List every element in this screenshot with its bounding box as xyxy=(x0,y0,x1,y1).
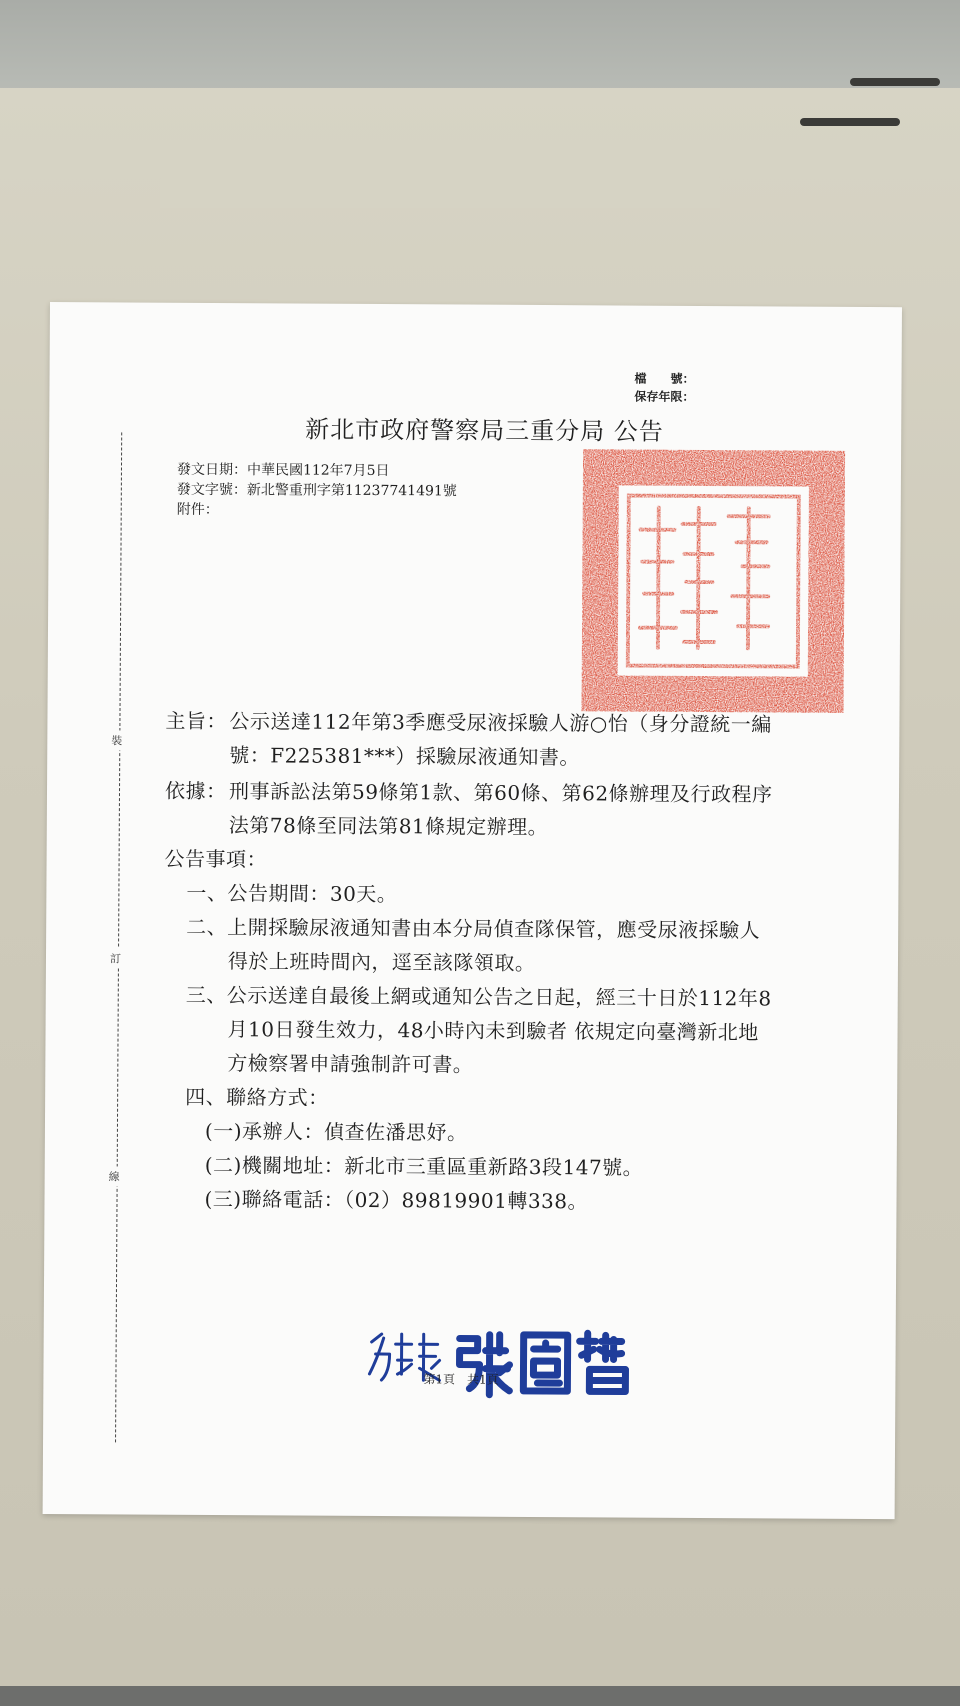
notice-item-4: 四、聯絡方式： xyxy=(185,1084,329,1110)
subject-label: 主旨： xyxy=(165,708,228,734)
notice-item-3-line-1: 三、公示送達自最後上網或通知公告之日起，經三十日於112年8 xyxy=(185,982,772,1011)
retention-period-label: 保存年限： xyxy=(634,389,695,404)
page-number: 第1頁 共1頁 xyxy=(423,1372,499,1387)
binding-mark-ding: 訂 xyxy=(110,948,121,968)
board-slot xyxy=(850,78,940,86)
notice-item-2-line-2: 得於上班時間內，逕至該隊領取。 xyxy=(227,949,536,975)
contact-address: (二)機關地址：新北市三重區重新路3段147號。 xyxy=(204,1152,644,1180)
contact-phone: (三)聯絡電話：（02）89819901轉338。 xyxy=(204,1186,589,1214)
board-notch xyxy=(160,168,720,208)
issue-number: 發文字號：新北警重刑字第11237741491號 xyxy=(176,481,457,500)
subject-line-2: 號：F225381***）採驗尿液通知書。 xyxy=(229,743,581,770)
notice-item-1: 一、公告期間：30天。 xyxy=(186,880,398,907)
issue-date: 發文日期：中華民國112年7月5日 xyxy=(176,461,390,480)
subject-line-1: 公示送達112年第3季應受尿液採驗人游○怡（身分證統一編 xyxy=(229,709,772,737)
floor-strip xyxy=(0,1686,960,1706)
binding-mark-zhuang: 裝 xyxy=(111,730,122,750)
notice-item-3-line-3: 方檢察署申請強制許可書。 xyxy=(227,1051,474,1077)
items-heading: 公告事項： xyxy=(164,846,268,872)
board-slot xyxy=(800,118,900,126)
binding-line xyxy=(115,432,122,1442)
basis-label: 依據： xyxy=(164,778,227,804)
basis-line-2: 法第78條至同法第81條規定辦理。 xyxy=(228,813,549,840)
notice-item-2-line-1: 二、上開採驗尿液通知書由本分局偵查隊保管，應受尿液採驗人 xyxy=(186,914,761,943)
official-seal xyxy=(577,445,849,717)
basis-line-1: 刑事訴訟法第59條第1款、第60條、第62條辦理及行政程序 xyxy=(228,779,773,807)
document-title: 新北市政府警察局三重分局 公告 xyxy=(305,415,664,446)
archive-number-label: 檔 號： xyxy=(634,371,695,386)
binding-mark-xian: 線 xyxy=(109,1166,120,1186)
director-signature xyxy=(361,1320,662,1412)
contact-person: (一)承辦人：偵查佐潘思妤。 xyxy=(204,1118,468,1145)
notice-item-3-line-2: 月10日發生效力，48小時內未到驗者 依規定向臺灣新北地 xyxy=(227,1017,759,1045)
notice-paper xyxy=(43,302,902,1519)
attachment-label: 附件： xyxy=(176,501,219,519)
